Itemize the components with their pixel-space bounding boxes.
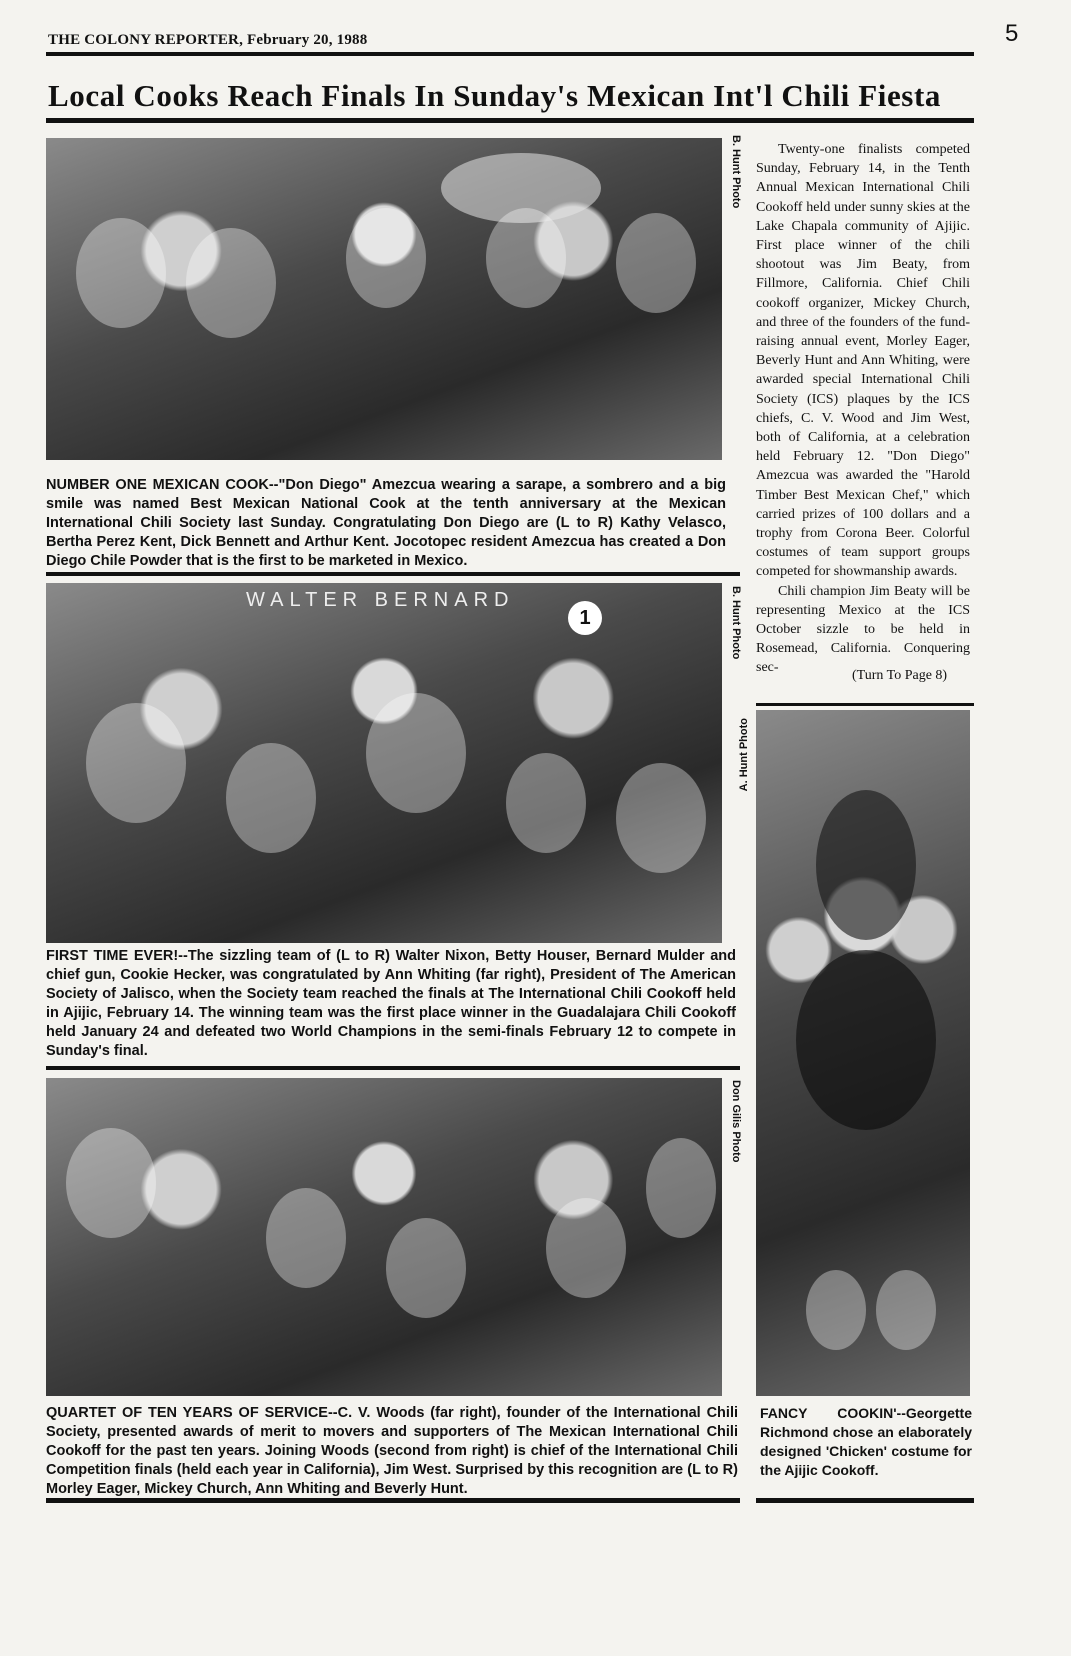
- photo-chicken-costume: [756, 710, 970, 1396]
- page-number: 5: [1005, 20, 1019, 47]
- headline: Local Cooks Reach Finals In Sunday's Mexican Int'l Chili Fiesta: [48, 78, 941, 113]
- photo-quartet-awards: [46, 1078, 722, 1396]
- photo-society-team: [46, 583, 722, 943]
- caption1-rule: [46, 572, 740, 576]
- headline-rule: [46, 118, 974, 123]
- masthead-rule: [46, 52, 974, 56]
- team-number-badge: 1: [568, 601, 602, 635]
- article-body: [756, 140, 970, 678]
- continued-on-page: (Turn To Page 8): [852, 668, 948, 683]
- caption-quartet-ten-years: QUARTET OF TEN YEARS OF SERVICE--C. V. Woods (far right), founder of the International Chili Society, presented awards of merit to movers and supporters of The Mexican International Chili Cookoff for the past ten years. Joining Woods (second from right) is chief of the International Chili Competition finals (held each year in California), Jim West. Surprised by this recognition are (L to R) Morley Eager, Mickey Church, Ann Whiting and Beverly Hunt.: [46, 1405, 738, 1497]
- banner-sign: WALTER BERNARD: [246, 589, 515, 611]
- article-paragraph-2: Chili champion Jim Beaty will be representing Mexico at the ICS October sizzle to be held in Rosemead, California. Conquering sec-: [756, 583, 970, 676]
- caption2-rule: [46, 1066, 740, 1070]
- photo4-rule: [756, 703, 974, 706]
- caption-fancy-cookin: FANCY COOKIN'--Georgette Richmond chose an elaborately designed 'Chicken' costume for the Ajijic Cookoff.: [760, 1405, 972, 1478]
- bottom-rule-right: [756, 1498, 974, 1503]
- masthead-title: THE COLONY REPORTER, February 20, 1988: [48, 32, 368, 48]
- photo1-credit: B. Hunt Photo: [730, 135, 742, 209]
- bottom-rule-left: [46, 1498, 740, 1503]
- photo-chili-fiesta-group: [46, 138, 722, 460]
- photo4-credit: A. Hunt Photo: [738, 718, 750, 792]
- caption-first-time-ever: FIRST TIME EVER!--The sizzling team of (L to R) Walter Nixon, Betty Houser, Bernard Mulder and chief gun, Cookie Hecker, was congratulated by Ann Whiting (far right), President of The American Society of Jalisco, when the Society team reached the finals at The International Chili Cookoff held in Ajijic, February 14. The winning team was the first place winner in the Guadalajara Chili Cookoff held January 24 and defeated two World Champions in the semi-finals February 12 to compete in Sunday's final.: [46, 948, 736, 1059]
- article-paragraph-1: Twenty-one finalists competed Sunday, February 14, in the Tenth Annual Mexican International Chili Cookoff held under sunny skies at the Lake Chapala community of Ajijic. First place winner of the chili shootout was Jim Beaty, from Fillmore, California. Chief Chili cookoff organizer, Mickey Church, and three of the founders of the fund-raising annual event, Morley Eager, Beverly Hunt and Ann Whiting, were awarded special International Chili Society (ICS) plaques by the ICS chiefs, C. V. Wood and Jim West, both of California, at a celebration held February 12. "Don Diego" Amezcua was awarded the "Harold Timber Best Mexican Chef," which carried prizes of 100 dollars and a trophy from Corona Beer. Colorful costumes of team support groups competed for showmanship awards.: [756, 142, 970, 580]
- photo2-credit: B. Hunt Photo: [730, 586, 742, 660]
- caption-number-one-mexican-cook: NUMBER ONE MEXICAN COOK--"Don Diego" Amezcua wearing a sarape, a sombrero and a big smile was named Best Mexican National Cook at the tenth anniversary at the Mexican International Chili Society last Sunday. Congratulating Don Diego are (L to R) Kathy Velasco, Bertha Perez Kent, Dick Bennett and Arthur Kent. Jocotopec resident Amezcua has created a Don Diego Chile Powder that is the first to be marketed in Mexico.: [46, 477, 726, 569]
- photo3-credit: Don Gilis Photo: [730, 1080, 742, 1163]
